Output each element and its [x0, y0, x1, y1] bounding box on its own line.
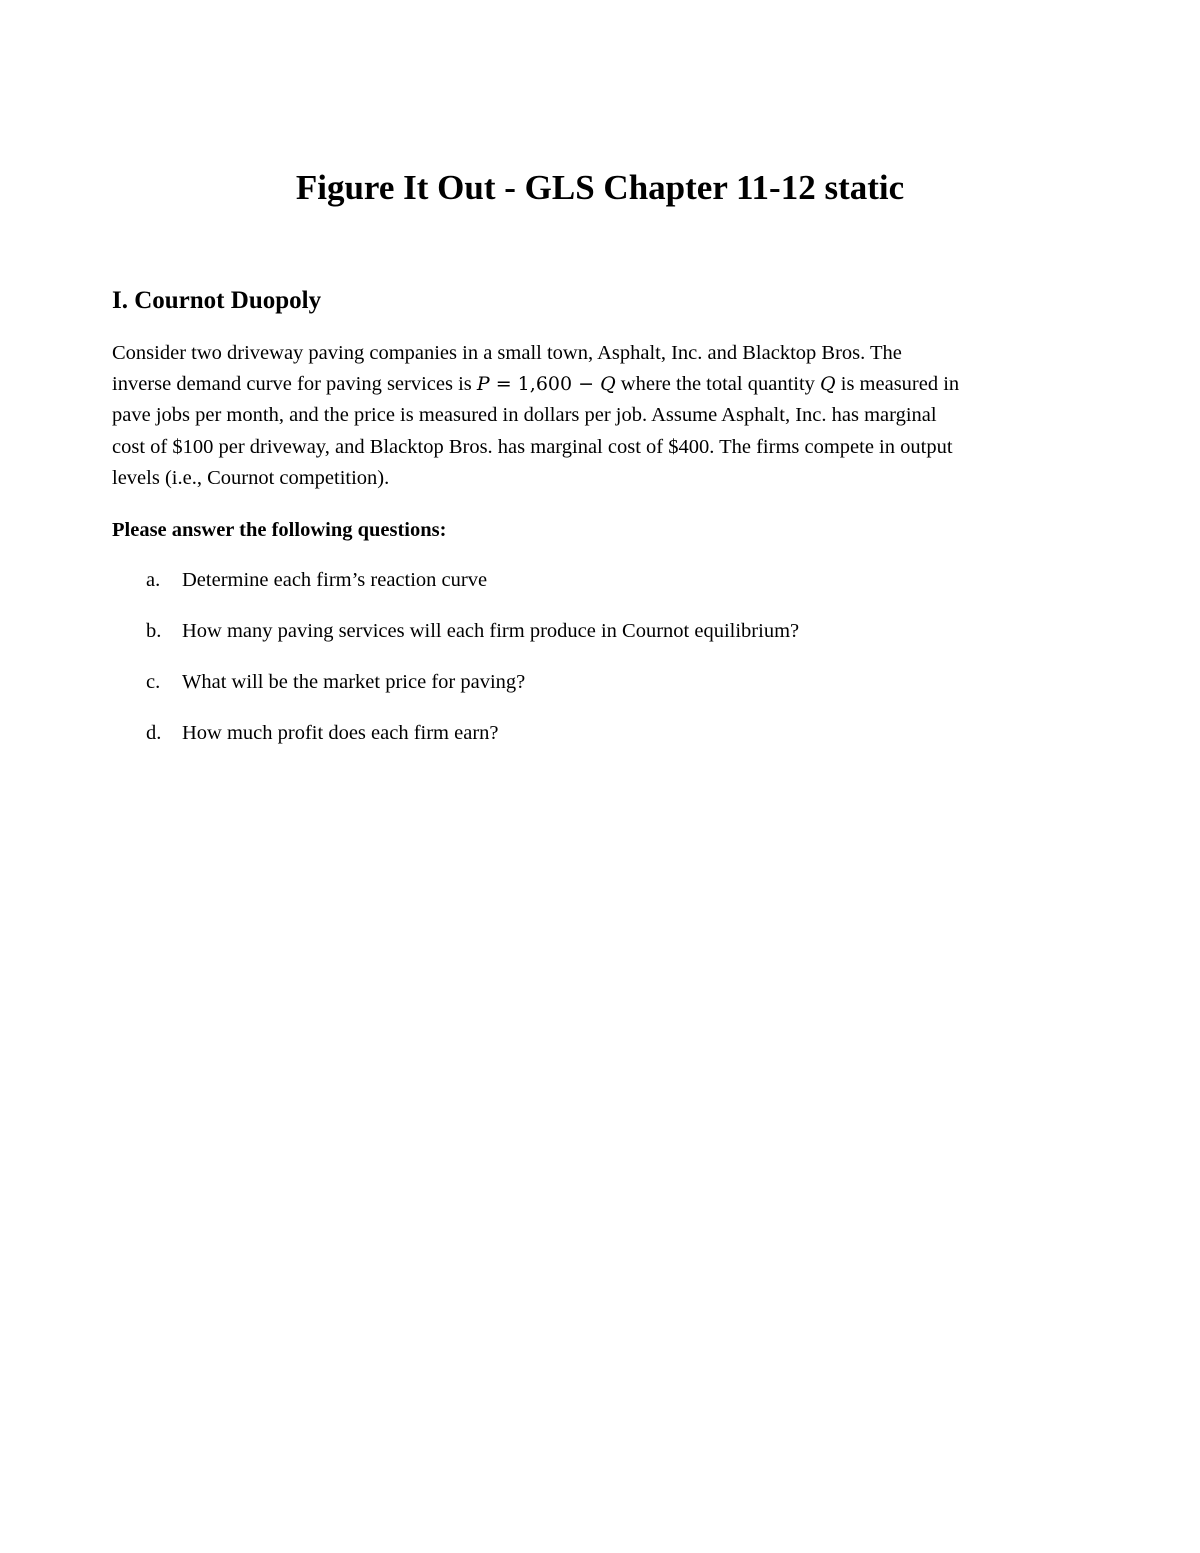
equation-variable-p: P — [476, 373, 490, 396]
question-text: How much profit does each firm earn? — [182, 722, 499, 744]
questions-prompt: Please answer the following questions: — [112, 519, 447, 541]
paragraph-line: pave jobs per month, and the price is measured in dollars per job. Assume Asphalt, Inc. has marginal — [112, 404, 937, 427]
paragraph-text: is measured in — [835, 373, 960, 396]
equation-expression: = 1,600 − — [489, 373, 601, 396]
question-marker: d. — [146, 722, 162, 744]
question-marker: c. — [146, 671, 161, 693]
paragraph-line-with-equation — [112, 369, 1088, 400]
paragraph-text: inverse demand curve for paving services is — [112, 373, 477, 396]
question-text: How many paving services will each firm produce in Cournot equilibrium? — [182, 620, 800, 642]
paragraph-line: cost of $100 per driveway, and Blacktop Bros. has marginal cost of $400. The firms compete in output — [112, 435, 953, 458]
page-title: Figure It Out - GLS Chapter 11-12 static — [295, 168, 905, 207]
equation-variable-q: Q — [600, 373, 616, 396]
paragraph-line: Consider two driveway paving companies in a small town, Asphalt, Inc. and Blacktop Bros. The — [112, 342, 902, 364]
question-text: What will be the market price for paving? — [182, 671, 526, 693]
section-heading: I. Cournot Duopoly — [112, 287, 322, 314]
variable-q: Q — [820, 373, 836, 396]
question-text: Determine each firm’s reaction curve — [182, 569, 488, 591]
question-marker: a. — [146, 569, 161, 591]
problem-paragraph — [112, 338, 1088, 494]
paragraph-text: where the total quantity — [615, 373, 821, 396]
question-marker: b. — [146, 620, 162, 642]
paragraph-line: levels (i.e., Cournot competition). — [112, 466, 390, 489]
